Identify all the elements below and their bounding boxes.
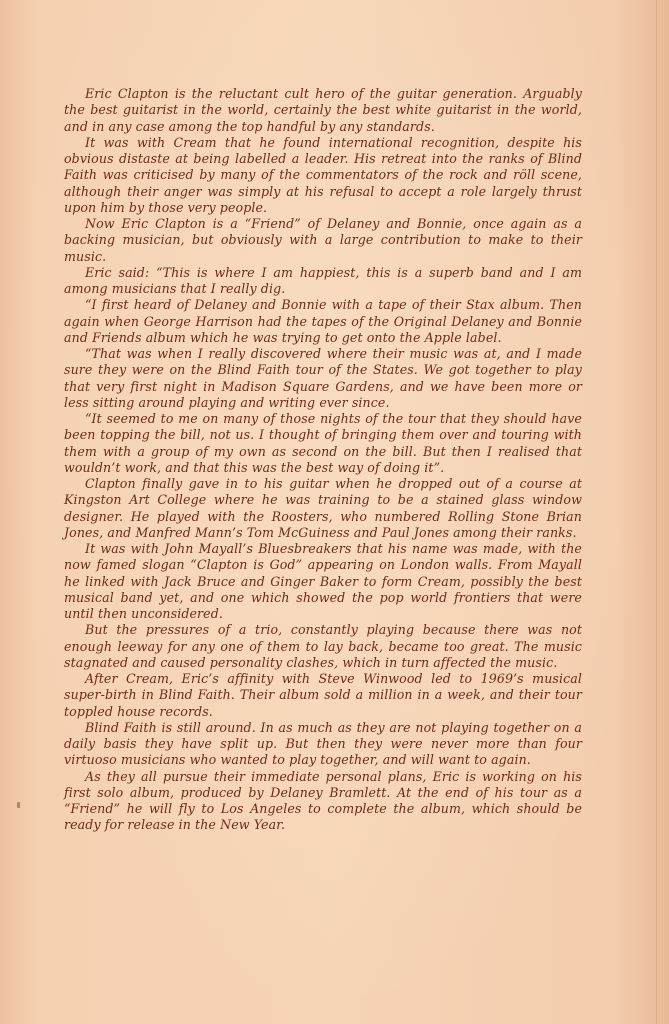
paragraph: But the pressures of a trio, constantly playing because there was not enough leeway for any one of them to lay back, became too great. The music stagnated and caused personality clashes, which in turn affected the music. xyxy=(64,622,582,670)
paragraph: Now Eric Clapton is a “Friend” of Delaney and Bonnie, once again as a backing musician, but obviously with a large contribution to make to their music. xyxy=(64,216,582,264)
paragraph: Eric Clapton is the reluctant cult hero of the guitar generation. Arguably the best guitarist in the world, certainly the best white guitarist in the world, and in any case among the top handful by any standards. xyxy=(64,86,582,134)
paragraph: It was with Cream that he found international recognition, despite his obvious distaste at being labelled a leader. His retreat into the ranks of Blind Faith was criticised by many of the commentators of the rock and röll scene, although their anger was simply at his refusal to accept a role largely thrust upon him by those very people. xyxy=(64,134,582,215)
paragraph: After Cream, Eric’s affinity with Steve Winwood led to 1969’s musical super-birth in Blind Faith. Their album sold a million in a week, and their tour toppled house records. xyxy=(64,671,582,719)
paragraph: “That was when I really discovered where their music was at, and I made sure they were on the Blind Faith tour of the States. We got together to play that very first night in Madison Square Gardens, and we have been more or less sitting around playing and writing ever since. xyxy=(64,346,582,410)
paragraph: Clapton finally gave in to his guitar when he dropped out of a course at Kingston Art College where he was training to be a stained glass window designer. He played with the Roosters, who numbered Rolling Stone Brian Jones, and Manfred Mann’s Tom McGuiness and Paul Jones among their ranks. xyxy=(64,476,582,540)
paragraph: Eric said: “This is where I am happiest, this is a superb band and I am among musicians that I really dig. xyxy=(64,264,582,296)
ink-speck xyxy=(17,802,20,808)
paragraph: Blind Faith is still around. In as much as they are not playing together on a daily basis they have split up. But then they were never more than four virtuoso musicians who wanted to play together, and will want to again. xyxy=(64,719,582,768)
paragraph: It was with John Mayall’s Bluesbreakers that his name was made, with the now famed slogan “Clapton is God” appearing on London walls. From Mayall he linked with Jack Bruce and Ginger Baker to form Cream, possibly the best musical band yet, and one which showed the pop world frontiers that were until then unconsidered. xyxy=(64,541,582,621)
paragraph: “It seemed to me on many of those nights of the tour that they should have been topping the bill, not us. I thought of bringing them over and touring with them with a group of my own as second on the bill. But then I realised that wouldn’t work, and that this was the best way of doing it”. xyxy=(64,411,582,475)
page-fold-line xyxy=(656,0,657,1024)
paragraph: As they all pursue their immediate personal plans, Eric is working on his first solo album, produced by Delaney Bramlett. At the end of his tour as a “Friend” he will fly to Los Angeles to complete the album, which should be ready for release in the New Year. xyxy=(64,768,582,833)
paragraph: “I first heard of Delaney and Bonnie with a tape of their Stax album. Then again when George Harrison had the tapes of the Original Delaney and Bonnie and Friends album which he was trying to get onto the Apple label. xyxy=(64,297,582,345)
article-body xyxy=(64,86,582,834)
